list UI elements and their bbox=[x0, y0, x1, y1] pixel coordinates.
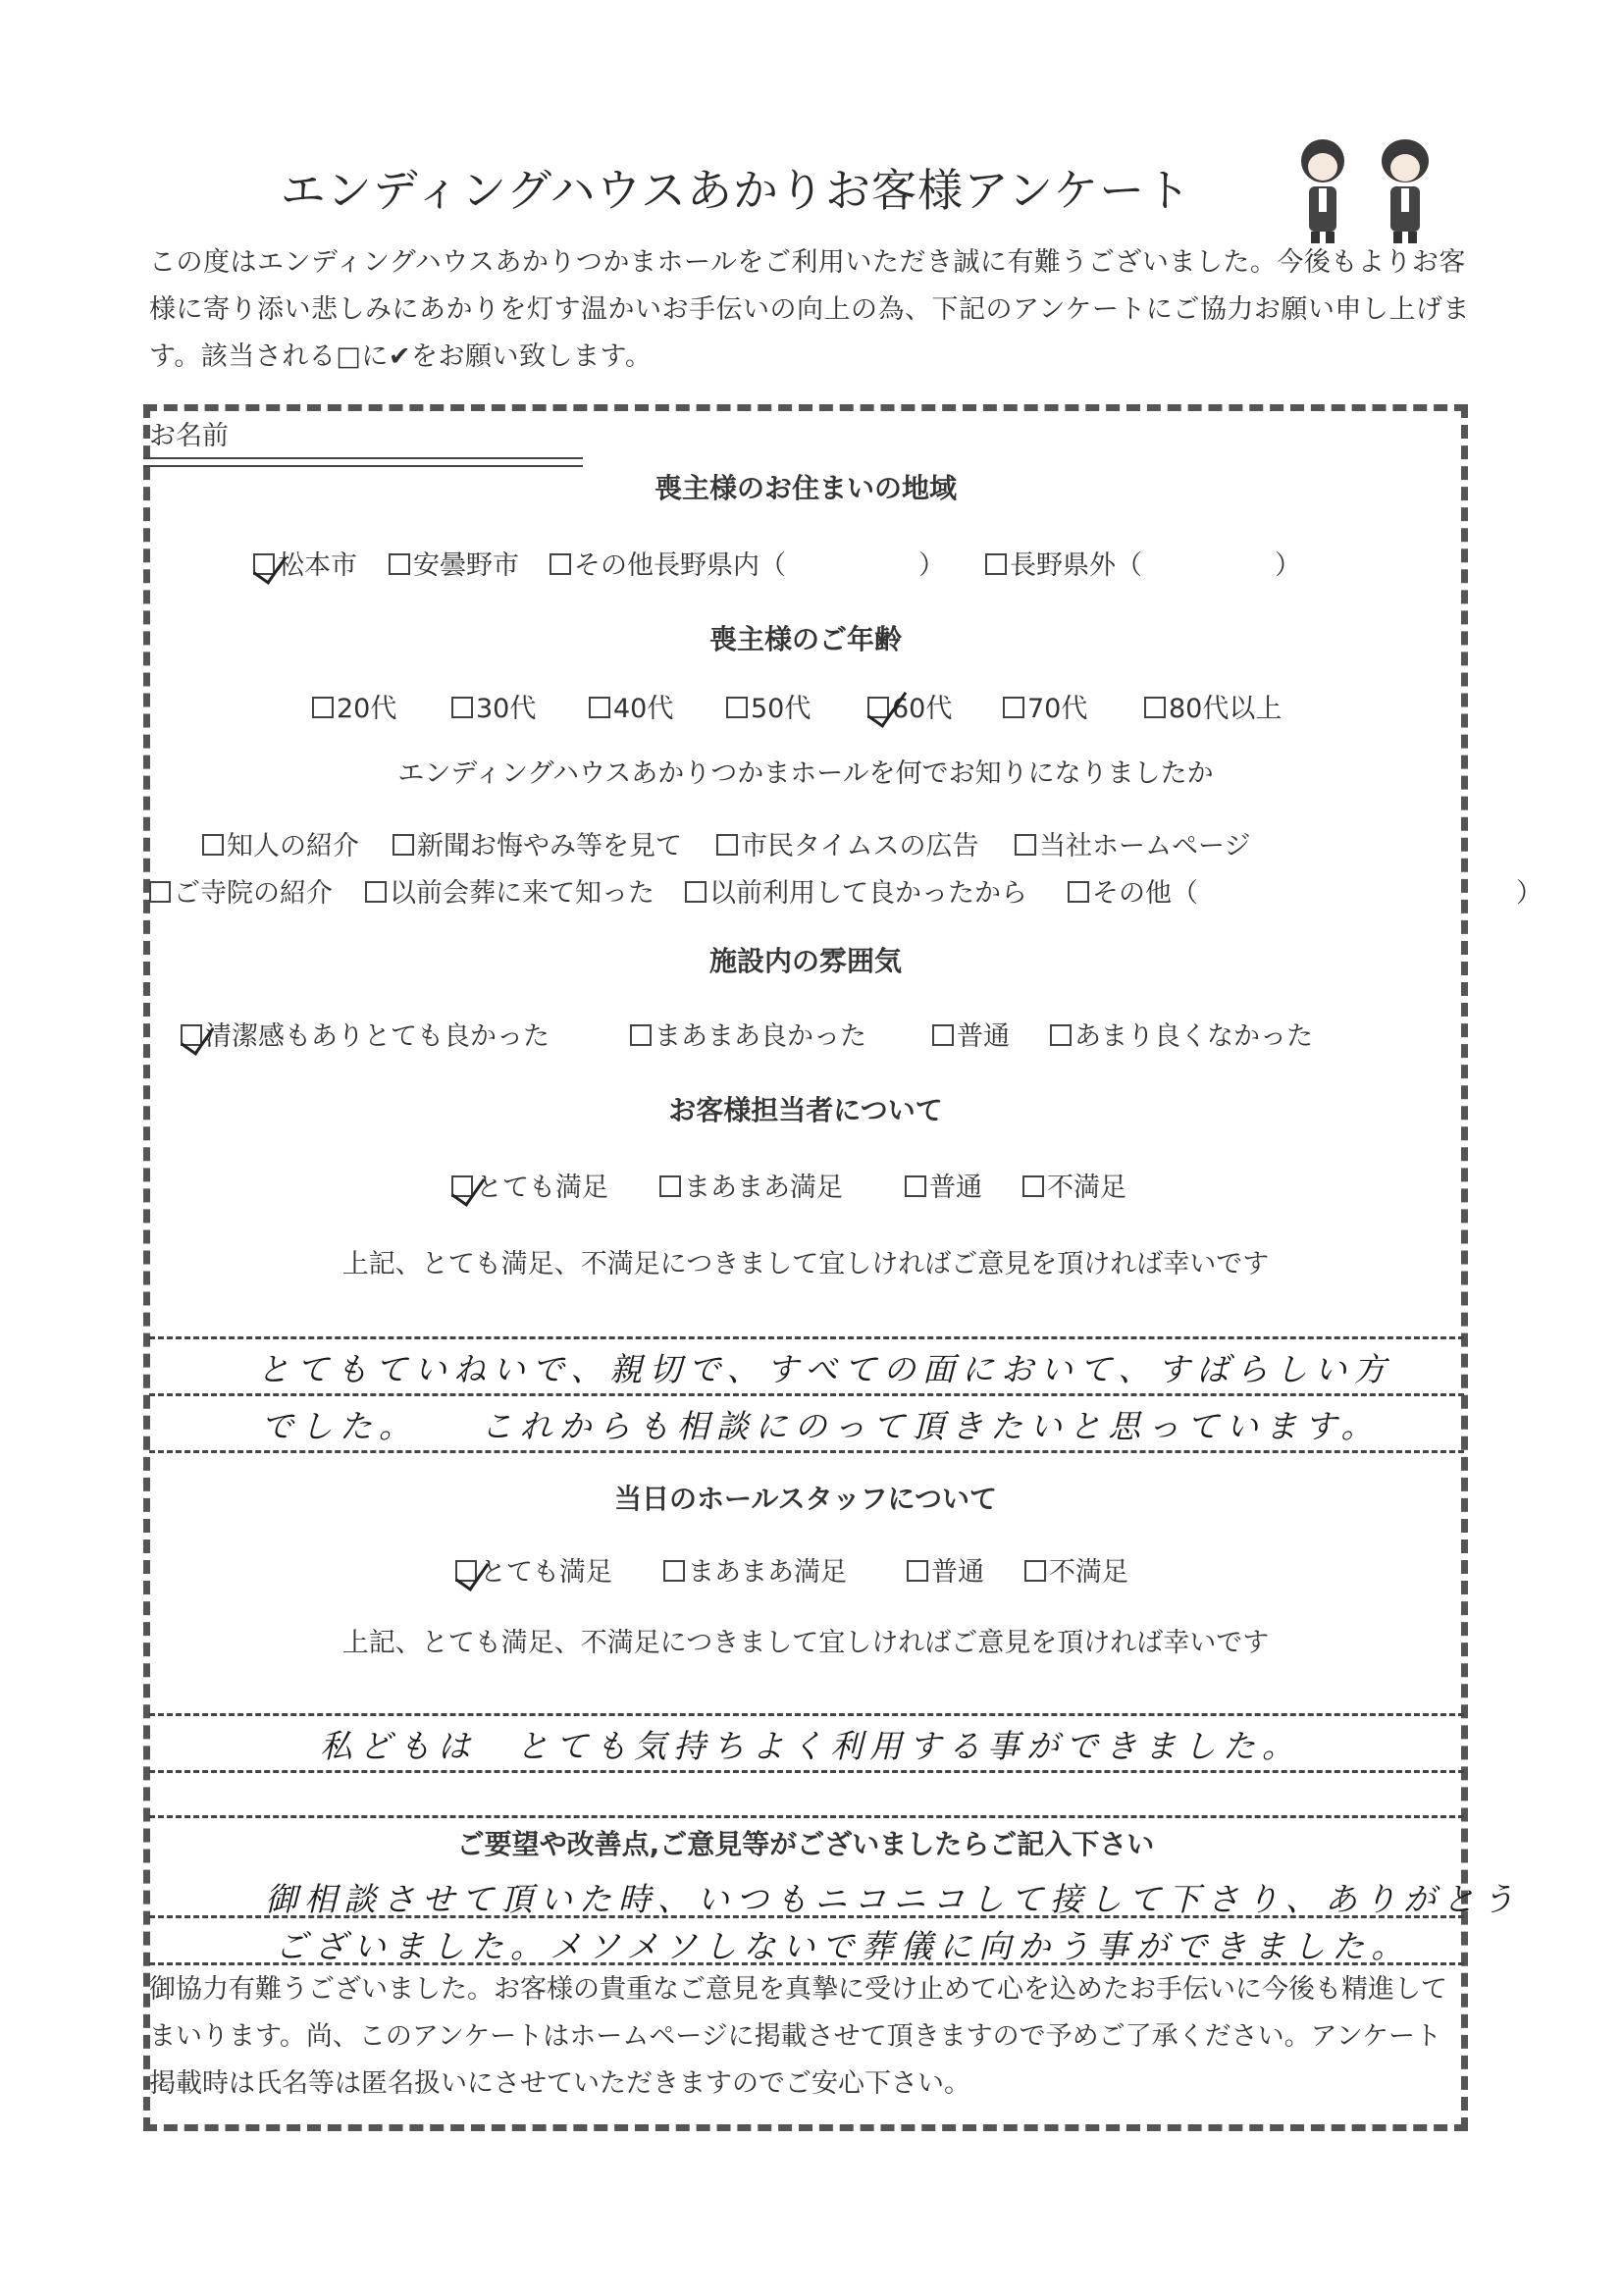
checkbox[interactable] bbox=[1050, 1024, 1072, 1046]
age-option[interactable]: 20代 bbox=[312, 687, 396, 725]
source-option[interactable]: 当社ホームページ bbox=[1015, 824, 1250, 862]
age-option[interactable]: 80代以上 bbox=[1144, 687, 1282, 725]
age-option[interactable]: 30代 bbox=[451, 687, 536, 725]
comment-line bbox=[149, 1450, 1464, 1453]
region-heading: 喪主様のお住まいの地域 bbox=[654, 472, 957, 504]
source-option[interactable]: ご寺院の紹介 bbox=[149, 871, 333, 910]
staff-rep-comment-line2: でした。 これからも相談にのって頂きたいと思っています。 bbox=[261, 1407, 1381, 1445]
age-heading: 喪主様のご年齢 bbox=[708, 623, 902, 655]
staff-illustration-icon bbox=[1293, 137, 1352, 245]
comment-line bbox=[149, 1770, 1464, 1773]
hall-staff-comment-line1: 私どもは とても気持ちよく利用する事ができました。 bbox=[320, 1727, 1301, 1765]
checkbox[interactable] bbox=[1144, 697, 1166, 718]
checkbox[interactable] bbox=[659, 1175, 681, 1197]
hall-staff-option[interactable]: とても満足 bbox=[455, 1550, 612, 1589]
checkbox[interactable] bbox=[1003, 697, 1024, 718]
atmosphere-option[interactable]: あまり良くなかった bbox=[1050, 1015, 1313, 1053]
checkbox[interactable] bbox=[389, 553, 410, 575]
checkbox[interactable] bbox=[905, 1175, 926, 1197]
comment-line bbox=[149, 1962, 1464, 1965]
requests-comment-line2: ございました。メソメソしないで葬儀に向かう事ができました。 bbox=[275, 1927, 1411, 1965]
name-label: お名前 bbox=[149, 421, 229, 451]
name-field-underline[interactable] bbox=[143, 457, 583, 459]
source-option[interactable]: その他（ ） bbox=[1068, 871, 1543, 910]
source-option[interactable]: 市民タイムスの広告 bbox=[716, 824, 978, 862]
age-option[interactable]: 60代 bbox=[867, 687, 952, 725]
checkbox[interactable] bbox=[589, 697, 610, 718]
checkbox[interactable] bbox=[253, 553, 275, 575]
checkbox[interactable] bbox=[907, 1560, 928, 1582]
staff-rep-option[interactable]: まあまあ満足 bbox=[659, 1166, 843, 1204]
checkbox[interactable] bbox=[932, 1024, 954, 1046]
region-option[interactable]: その他長野県内（ ） bbox=[550, 544, 945, 582]
checkbox[interactable] bbox=[451, 1175, 473, 1197]
hall-staff-prompt: 上記、とても満足、不満足につきまして宜しければご意見を頂ければ幸いです bbox=[341, 1628, 1270, 1658]
staff-rep-option[interactable]: とても満足 bbox=[451, 1166, 608, 1204]
hall-staff-heading: 当日のホールスタッフについて bbox=[613, 1483, 998, 1515]
comment-line bbox=[149, 1713, 1464, 1716]
checkbox[interactable] bbox=[181, 1024, 202, 1046]
comment-line bbox=[149, 1336, 1464, 1339]
checkbox[interactable] bbox=[985, 553, 1007, 575]
page-title: エンディングハウスあかりお客様アンケート bbox=[280, 164, 1192, 217]
comment-line bbox=[149, 1815, 1464, 1818]
checkbox[interactable] bbox=[1015, 834, 1036, 856]
staff-rep-option[interactable]: 普通 bbox=[905, 1166, 982, 1204]
staff-rep-heading: お客様担当者について bbox=[668, 1094, 943, 1126]
checkbox[interactable] bbox=[393, 834, 414, 856]
checkbox[interactable] bbox=[1068, 881, 1089, 903]
region-option[interactable]: 長野県外（ ） bbox=[985, 544, 1301, 582]
checkbox[interactable] bbox=[716, 834, 738, 856]
checkbox[interactable] bbox=[1022, 1175, 1044, 1197]
staff-rep-prompt: 上記、とても満足、不満足につきまして宜しければご意見を頂ければ幸いです bbox=[341, 1249, 1270, 1279]
staff-rep-option[interactable]: 不満足 bbox=[1022, 1166, 1126, 1204]
staff-illustration-icon bbox=[1376, 137, 1435, 245]
hall-staff-option[interactable]: 普通 bbox=[907, 1550, 984, 1589]
checkbox[interactable] bbox=[726, 697, 748, 718]
atmosphere-option[interactable]: 清潔感もありとても良かった bbox=[181, 1015, 550, 1053]
checkbox[interactable] bbox=[550, 553, 571, 575]
requests-heading: ご要望や改善点,ご意見等がございましたらご記入下さい bbox=[456, 1828, 1155, 1860]
checkbox[interactable] bbox=[365, 881, 387, 903]
source-option[interactable]: 以前会葬に来て知った bbox=[365, 871, 654, 910]
source-option[interactable]: 以前利用して良かったから bbox=[685, 871, 1027, 910]
age-option[interactable]: 50代 bbox=[726, 687, 811, 725]
checkbox[interactable] bbox=[867, 697, 889, 718]
checkbox[interactable] bbox=[451, 697, 473, 718]
hall-staff-option[interactable]: まあまあ満足 bbox=[663, 1550, 847, 1589]
age-option[interactable]: 40代 bbox=[589, 687, 673, 725]
comment-line bbox=[149, 1393, 1464, 1396]
checkbox[interactable] bbox=[1024, 1560, 1046, 1582]
intro-text: この度はエンディングハウスあかりつかまホールをご利用いただき誠に有難うございました。今後もよりお客様に寄り添い悲しみにあかりを灯す温かいお手伝いの向上の為、下記のアンケートにご協力お願い申し上げます。該当される□に✔をお願い致します。 bbox=[149, 247, 1470, 372]
region-option[interactable]: 安曇野市 bbox=[389, 544, 519, 582]
staff-rep-comment-line1: とてもていねいで、親切で、すべての面において、すばらしい方 bbox=[257, 1350, 1393, 1388]
checkbox[interactable] bbox=[685, 881, 707, 903]
footer-text: 御協力有難うございました。お客様の貴重なご意見を真摯に受け止めて心を込めたお手伝いに今後も精進してまいります。尚、このアンケートはホームページに掲載させて頂きますので予めご了承ください。アンケート掲載時は氏名等は匿名扱いにさせていただきますのでご安心下さい。 bbox=[149, 1974, 1447, 2099]
source-option[interactable]: 知人の紹介 bbox=[202, 824, 359, 862]
checkbox[interactable] bbox=[149, 881, 171, 903]
source-option[interactable]: 新聞お悔やみ等を見て bbox=[393, 824, 682, 862]
source-question: エンディングハウスあかりつかまホールを何でお知りになりましたか bbox=[397, 758, 1214, 789]
checkbox[interactable] bbox=[312, 697, 334, 718]
checkbox[interactable] bbox=[455, 1560, 477, 1582]
checkbox[interactable] bbox=[202, 834, 224, 856]
checkbox[interactable] bbox=[630, 1024, 652, 1046]
hall-staff-option[interactable]: 不満足 bbox=[1024, 1550, 1128, 1589]
requests-comment-line1: 御相談させて頂いた時、いつもニコニコして接して下さり、ありがとう bbox=[265, 1880, 1521, 1918]
atmosphere-option[interactable]: 普通 bbox=[932, 1015, 1010, 1053]
age-option[interactable]: 70代 bbox=[1003, 687, 1087, 725]
region-option[interactable]: 松本市 bbox=[253, 544, 357, 582]
atmosphere-heading: 施設内の雰囲気 bbox=[708, 945, 902, 977]
atmosphere-option[interactable]: まあまあ良かった bbox=[630, 1015, 866, 1053]
checkbox[interactable] bbox=[663, 1560, 685, 1582]
comment-line bbox=[149, 1915, 1464, 1918]
